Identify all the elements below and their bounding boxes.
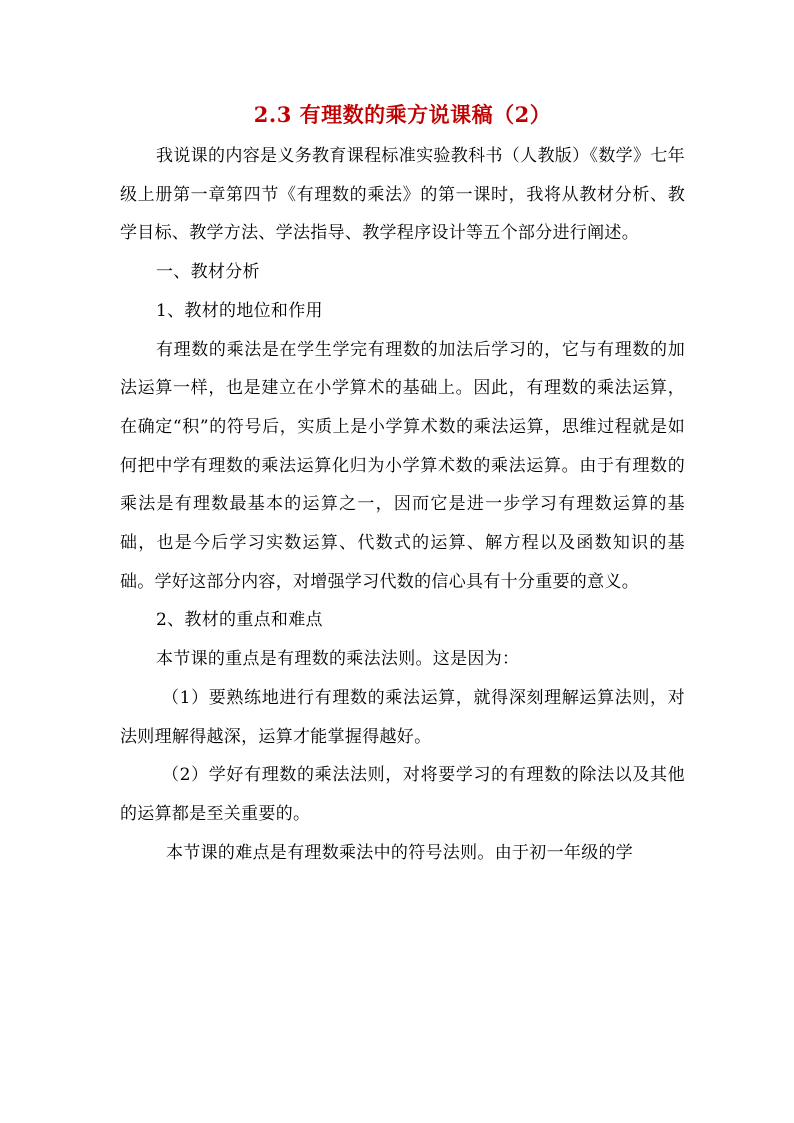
paragraph-intro: 我说课的内容是义务教育课程标准实验教科书（人教版）《数学》七年级上册第一章第四节《有理数的乘法》的第一课时，我将从教材分析、教学目标、教学方法、学法指导、教学程序设计等五个部分进行阐述。 [120,146,685,244]
list-item-1: （1）要熟练地进行有理数的乘法运算，就得深刻理解运算法则，对法则理解得越深，运算才能掌握得越好。 [120,687,685,747]
document-page [120,100,685,872]
subheading-key-points: 2、教材的重点和难点 [156,610,323,631]
paragraph-difficulty: 本节课的难点是有理数乘法中的符号法则。由于初一年级的学 [166,842,634,863]
list-item-2: （2）学好有理数的乘法法则，对将要学习的有理数的除法以及其他的运算都是至关重要的。 [120,765,685,824]
subheading-status-and-role: 1、教材的地位和作用 [156,300,323,321]
document-title: 2.3 有理数的乘方说课稿（2） [253,102,552,127]
paragraph-status-and-role: 有理数的乘法是在学生学完有理数的加法后学习的，它与有理数的加法运算一样，也是建立在小学算术的基础上。因此，有理数的乘法运算，在确定“积”的符号后，实质上是小学算术数的乘法运算，思维过程就是如何把中学有理数的乘法运算化归为小学算术数的乘法运算。由于有理数的乘法是有理数最基本的运算之一，因而它是进一步学习有理数运算的基础，也是今后学习实数运算、代数式的运算、解方程以及函数知识的基础。学好这部分内容，对增强学习代数的信心具有十分重要的意义。 [120,339,685,592]
paragraph-key-point: 本节课的重点是有理数的乘法法则。这是因为： [156,649,520,670]
heading-textbook-analysis: 一、教材分析 [156,262,260,283]
